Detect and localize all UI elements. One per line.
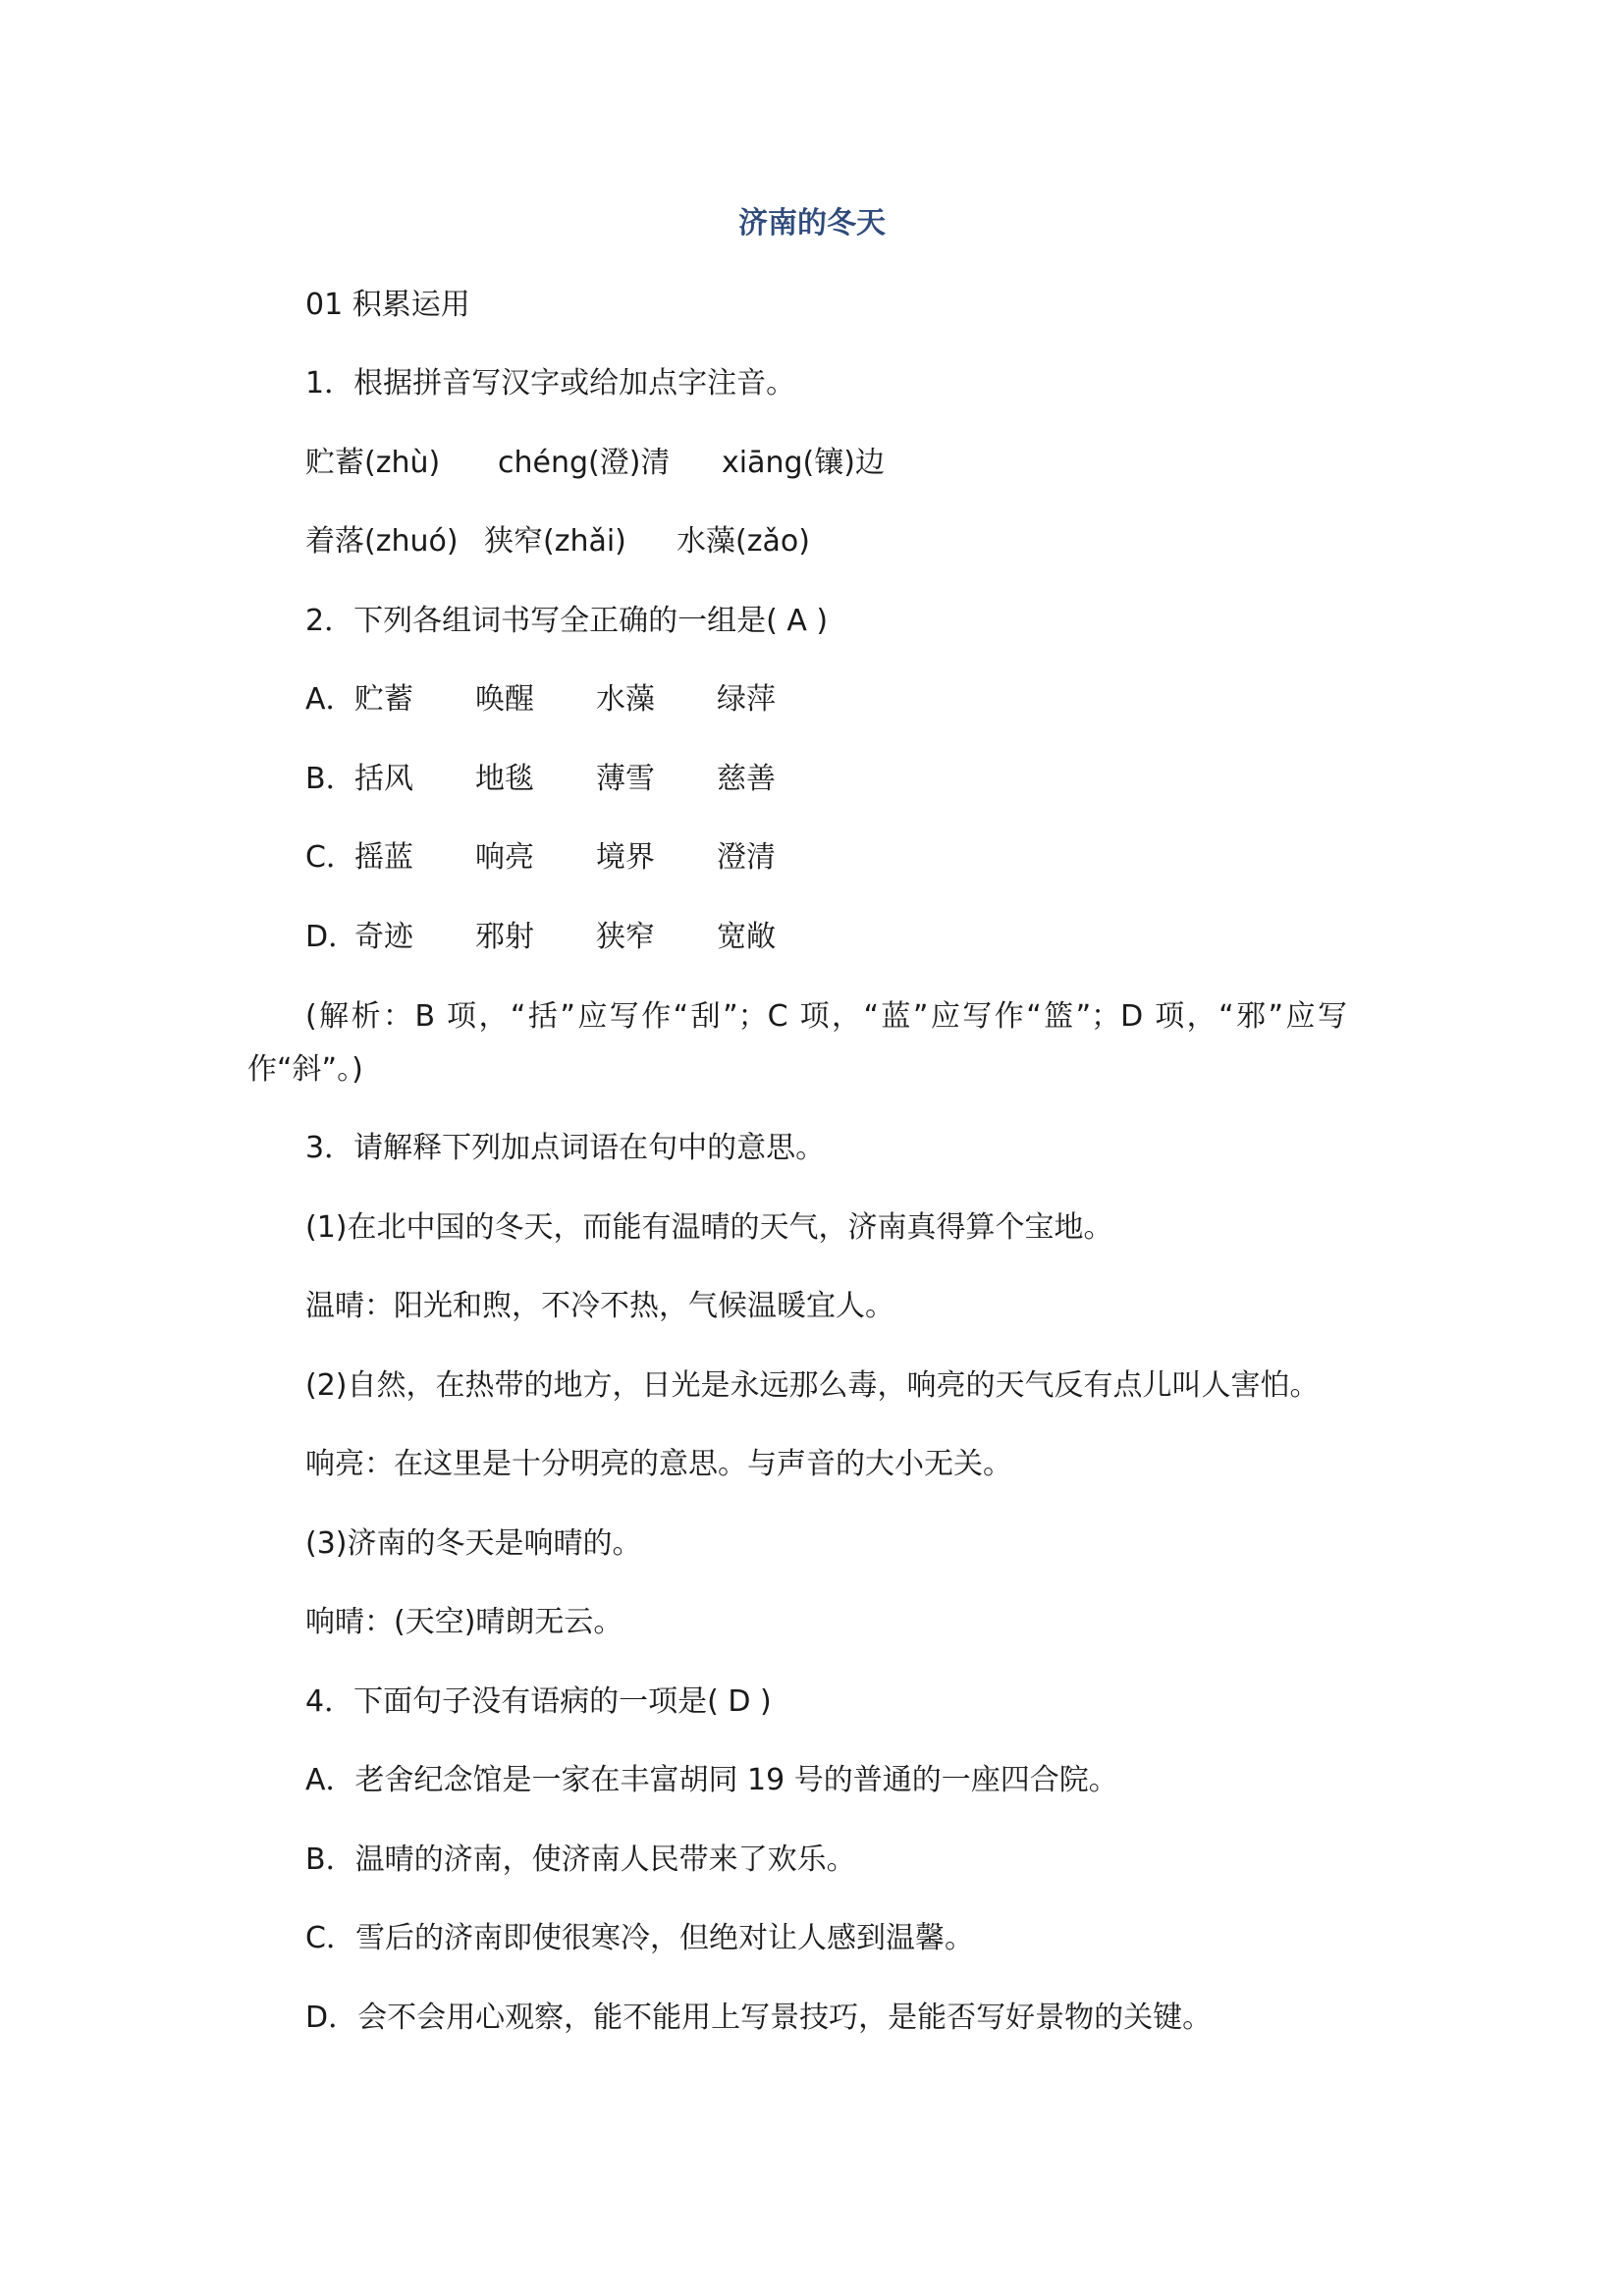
option-word: 境界 — [596, 840, 655, 875]
q3-sentence-1: (1)在北中国的冬天，而能有温晴的天气，济南真得算个宝地。 — [305, 1210, 1113, 1245]
q4-option-d: D．会不会用心观察，能不能用上写景技巧，是能否写好景物的关键。 — [305, 2001, 1213, 2035]
q1-item: 水藻(zǎo) — [677, 524, 810, 559]
option-word: 响亮 — [475, 840, 534, 875]
q1-item: 贮蓄(zhù) — [305, 446, 441, 480]
option-label: B． — [305, 762, 355, 796]
q1-item: xiāng(镶)边 — [722, 446, 885, 480]
q2-analysis: (解析：B 项，“括”应写作“刮”；C 项，“蓝”应写作“篮”；D 项，“邪”应写作“斜”。) — [247, 999, 1347, 1087]
q2-option-b — [305, 758, 776, 801]
option-word: 邪射 — [475, 920, 534, 954]
q1-row-2 — [305, 520, 810, 563]
q2-option-c — [305, 836, 776, 880]
option-word: 绿萍 — [717, 682, 776, 717]
option-word: 贮蓄 — [354, 682, 413, 717]
q3-answer-1: 温晴：阳光和煦，不冷不热，气候温暖宜人。 — [305, 1289, 894, 1323]
option-word: 括风 — [354, 762, 413, 796]
section-heading: 01 积累运用 — [305, 288, 470, 322]
q3-stem: 3．请解释下列加点词语在句中的意思。 — [305, 1131, 826, 1165]
q2-stem: 2．下列各组词书写全正确的一组是( A ) — [305, 604, 829, 638]
q3-sentence-2: (2)自然，在热带的地方，日光是永远那么毒，响亮的天气反有点儿叫人害怕。 — [305, 1368, 1320, 1403]
option-word: 水藻 — [596, 682, 655, 717]
q1-row-1 — [305, 442, 885, 485]
option-word: 地毯 — [475, 762, 534, 796]
option-word: 奇迹 — [354, 920, 413, 954]
option-word: 摇蓝 — [354, 840, 413, 875]
option-label: D． — [305, 920, 358, 954]
q1-stem: 1．根据拼音写汉字或给加点字注音。 — [305, 366, 796, 400]
q1-item: 着落(zhuó) — [305, 524, 459, 559]
q3-answer-2: 响亮：在这里是十分明亮的意思。与声音的大小无关。 — [305, 1447, 1012, 1481]
option-label: C． — [305, 840, 355, 875]
q4-stem: 4．下面句子没有语病的一项是( D ) — [305, 1684, 772, 1719]
option-word: 唤醒 — [475, 682, 534, 717]
option-word: 狭窄 — [596, 920, 655, 954]
document-title: 济南的冬天 — [738, 206, 886, 240]
q1-item: 狭窄(zhǎi) — [484, 524, 626, 559]
option-word: 澄清 — [717, 840, 776, 875]
q2-option-a — [305, 678, 776, 721]
q2-option-d — [305, 916, 776, 959]
q3-answer-3: 响晴：(天空)晴朗无云。 — [305, 1605, 623, 1639]
q3-sentence-3: (3)济南的冬天是响晴的。 — [305, 1526, 642, 1561]
option-word: 慈善 — [717, 762, 776, 796]
q4-option-b: B．温晴的济南，使济南人民带来了欢乐。 — [305, 1842, 856, 1877]
option-label: A． — [305, 682, 355, 717]
q1-item: chéng(澄)清 — [498, 446, 671, 480]
option-word: 薄雪 — [596, 762, 655, 796]
option-word: 宽敞 — [717, 920, 776, 954]
q4-option-a: A．老舍纪念馆是一家在丰富胡同 19 号的普通的一座四合院。 — [305, 1763, 1118, 1797]
q4-option-c: C．雪后的济南即使很寒冷，但绝对让人感到温馨。 — [305, 1921, 974, 1955]
